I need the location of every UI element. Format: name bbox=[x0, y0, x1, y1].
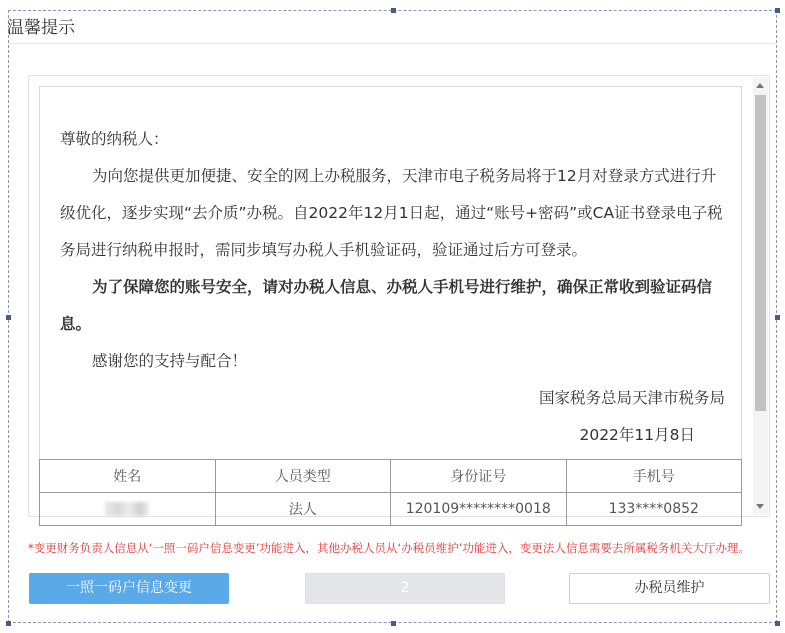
cell-name bbox=[40, 493, 216, 526]
resize-handle-top-right[interactable] bbox=[775, 8, 780, 13]
vertical-scrollbar[interactable] bbox=[753, 77, 768, 515]
title-divider bbox=[9, 43, 776, 44]
column-header-id: 身份证号 bbox=[391, 460, 567, 493]
letter-paragraph-2: 为了保障您的账号安全，请对办税人信息、办税人手机号进行维护，确保正常收到验证码信息。 bbox=[60, 278, 713, 333]
column-header-type: 人员类型 bbox=[215, 460, 391, 493]
cell-id-number: 120109********0018 bbox=[391, 493, 567, 526]
countdown-button[interactable]: 2 bbox=[305, 573, 505, 604]
resize-handle-left[interactable] bbox=[6, 315, 11, 320]
change-info-button[interactable]: 一照一码户信息变更 bbox=[29, 573, 229, 604]
scroll-thumb[interactable] bbox=[755, 95, 766, 411]
notice-scroll-area[interactable] bbox=[28, 75, 770, 517]
letter-thanks: 感谢您的支持与配合！ bbox=[92, 352, 248, 370]
resize-handle-bottom[interactable] bbox=[391, 621, 396, 626]
blurred-name bbox=[105, 502, 149, 516]
letter-greeting: 尊敬的纳税人： bbox=[60, 130, 169, 148]
maintain-staff-button[interactable]: 办税员维护 bbox=[569, 573, 770, 604]
letter-signature: 国家税务总局天津市税务局 bbox=[538, 389, 725, 407]
letter-body bbox=[60, 121, 725, 454]
dialog-title: 温馨提示 bbox=[7, 18, 75, 38]
resize-handle-right[interactable] bbox=[775, 315, 780, 320]
notice-text: *变更财务负责人信息从‘一照一码户信息变更’功能进入，其他办税人员从‘办税员维护’功能进入，变更法人信息需要去所属税务机关大厅办理。 bbox=[28, 541, 750, 555]
resize-handle-bottom-left[interactable] bbox=[6, 621, 11, 626]
column-header-name: 姓名 bbox=[40, 460, 216, 493]
table-header-row bbox=[40, 460, 742, 493]
resize-handle-bottom-right[interactable] bbox=[775, 621, 780, 626]
cell-phone: 133****0852 bbox=[566, 493, 742, 526]
scroll-up-icon[interactable] bbox=[756, 83, 764, 88]
table-row[interactable] bbox=[40, 493, 742, 526]
letter-paragraph-1: 为向您提供更加便捷、安全的网上办税服务，天津市电子税务局将于12月对登录方式进行升级优化，逐步实现“去介质”办税。自2022年12月1日起，通过“账号+密码”或CA证书登录电子税务局进行纳税申报时，需同步填写办税人手机验证码，验证通过后方可登录。 bbox=[60, 167, 723, 259]
taxpayer-table bbox=[39, 459, 742, 526]
resize-handle-top[interactable] bbox=[391, 8, 396, 13]
letter-date: 2022年11月8日 bbox=[579, 426, 695, 444]
scroll-down-icon[interactable] bbox=[756, 504, 764, 509]
cell-type: 法人 bbox=[215, 493, 391, 526]
column-header-phone: 手机号 bbox=[566, 460, 742, 493]
